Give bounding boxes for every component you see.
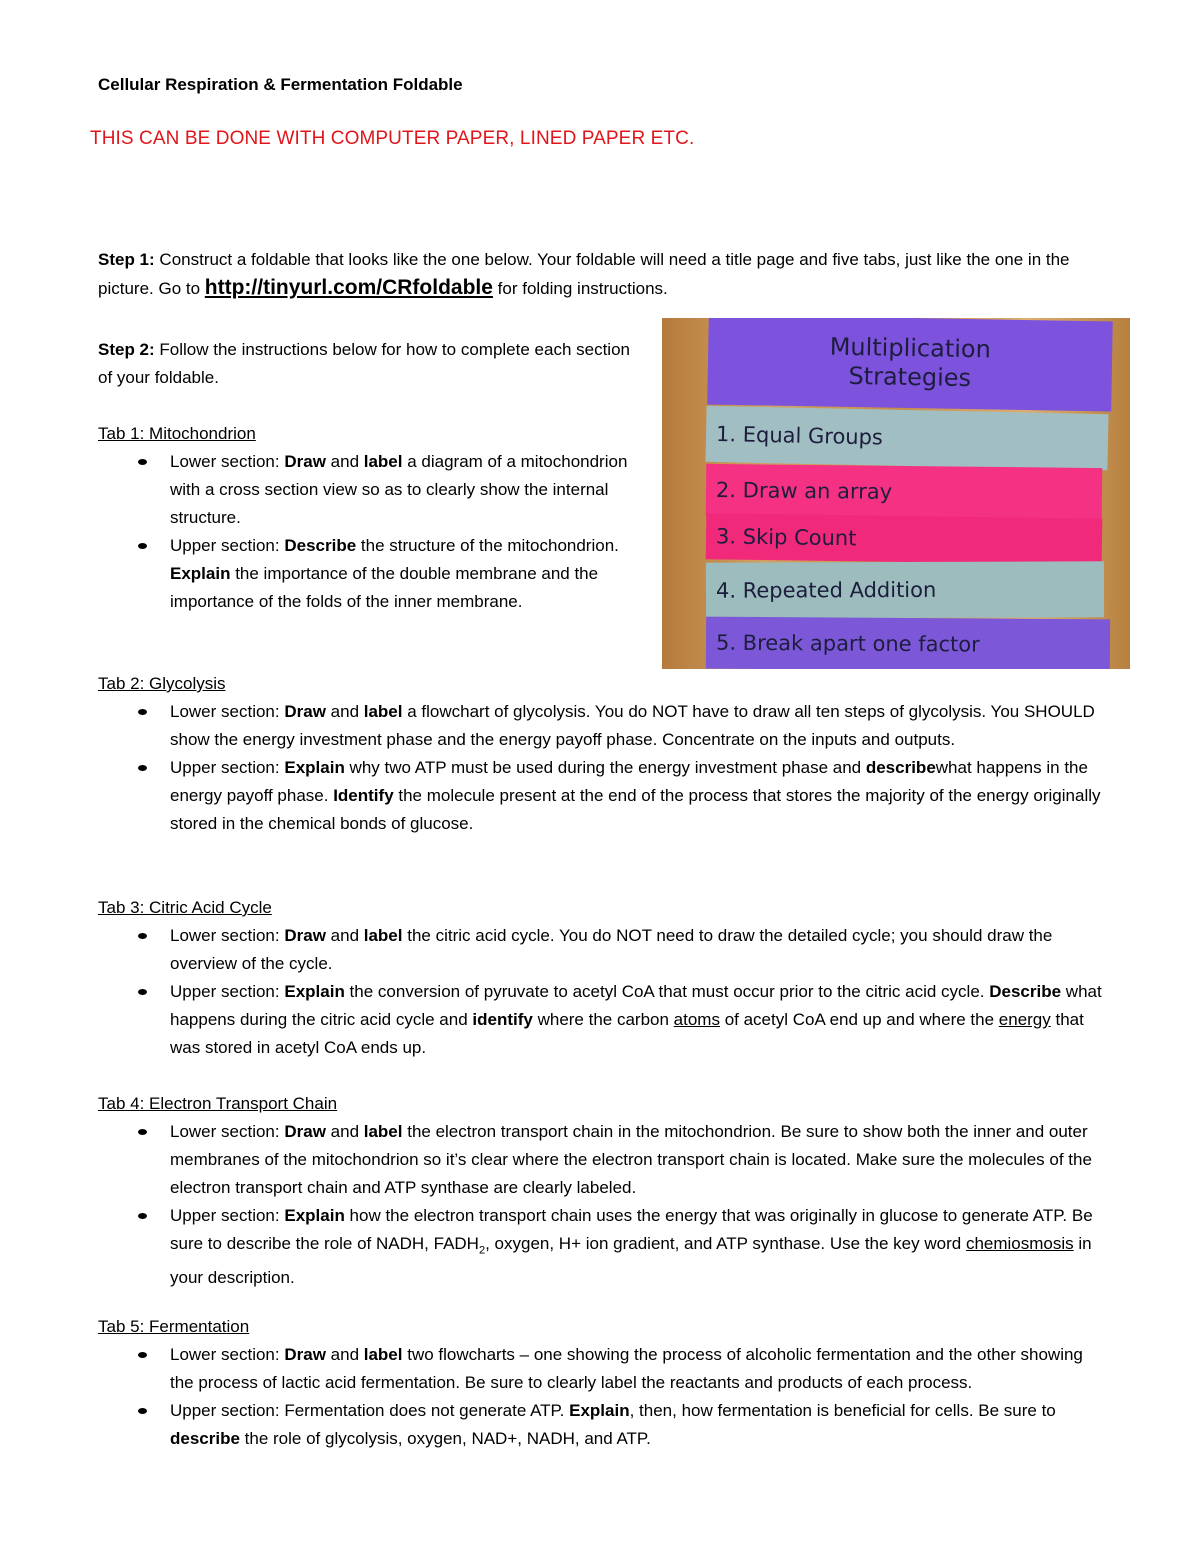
step-2-paragraph [98,336,638,392]
photo-strip: 3. Skip Count [706,513,1103,565]
photo-title-line-1: Multiplication [829,332,992,364]
document-title: Cellular Respiration & Fermentation Foldable [98,75,463,94]
list-item: Upper section: Explain the conversion of pyruvate to acetyl CoA that must occur prior to the citric acid cycle. Describe what happens during the citric acid cycle and identify where the carbon atoms of acetyl CoA end up and where the energy that was stored in acetyl CoA ends up. [98,978,1108,1062]
tab-4-section [98,1090,1108,1292]
list-item: Lower section: Draw and label the electron transport chain in the mitochondrion. Be sure to show both the inner and outer membranes of the mitochondrion so it’s clear where the electron transport chain is located. Make sure the molecules of the electron transport chain and ATP synthase are clearly labeled. [98,1118,1108,1202]
tab-5-heading: Tab 5: Fermentation [98,1317,250,1336]
list-item: Upper section: Explain why two ATP must be used during the energy investment phase and describewhat happens in the energy payoff phase. Identify the molecule present at the end of the process that stores the majority of the energy originally stored in the chemical bonds of glucose. [98,754,1108,838]
step-2-text: Follow the instructions below for how to complete each section of your foldable. [98,340,630,387]
list-item: Lower section: Draw and label the citric acid cycle. You do NOT need to draw the detailed cycle; you should draw the overview of the cycle. [98,922,1108,978]
list-item: Upper section: Fermentation does not generate ATP. Explain, then, how fermentation is beneficial for cells. Be sure to describe the role of glycolysis, oxygen, NAD+, NADH, and ATP. [98,1397,1108,1453]
step-1-text: Construct a foldable that looks like the one below. Your foldable will need a title page and five tabs, just like the one in the picture. Go to [98,250,1070,298]
list-item: Upper section: Describe the structure of the mitochondrion. Explain the importance of the double membrane and the importance of the folds of the inner membrane. [98,532,658,616]
bullet-icon [138,933,147,939]
bullet-icon [138,1213,147,1219]
bullet-icon [138,1408,147,1414]
step-2-label: Step 2: [98,340,155,359]
photo-strip: 1. Equal Groups [705,406,1108,470]
bullet-icon [138,1352,147,1358]
step-1-label: Step 1: [98,250,155,269]
tab-1-section [98,420,658,616]
step-1-text-end: for folding instructions. [492,279,668,298]
bullet-icon [138,765,147,771]
tab-2-section [98,670,1108,838]
tab-4-heading: Tab 4: Electron Transport Chain [98,1094,338,1113]
tab-1-heading: Tab 1: Mitochondrion [98,424,256,443]
example-foldable-photo [662,318,1130,669]
paper-note: THIS CAN BE DONE WITH COMPUTER PAPER, LINED PAPER ETC. [90,128,695,149]
list-item: Lower section: Draw and label two flowcharts – one showing the process of alcoholic fermentation and the other showing the process of lactic acid fermentation. Be sure to clearly label the reactants and products of each process. [98,1341,1108,1397]
list-item: Lower section: Draw and label a diagram of a mitochondrion with a cross section view so as to clearly show the internal structure. [98,448,658,532]
step-1-paragraph [98,246,1108,303]
bullet-icon [138,459,147,465]
tab-5-section [98,1313,1108,1453]
tab-3-section [98,894,1108,1062]
tab-3-heading: Tab 3: Citric Acid Cycle [98,898,272,917]
list-item: Lower section: Draw and label a flowchart of glycolysis. You do NOT have to draw all ten steps of glycolysis. You SHOULD show the energy investment phase and the energy payoff phase. Concentrate on the inputs and outputs. [98,698,1108,754]
photo-strip: 4. Repeated Addition [706,561,1104,618]
bullet-icon [138,543,147,549]
bullet-icon [138,709,147,715]
folding-instructions-link[interactable]: http://tinyurl.com/CRfoldable [204,276,493,299]
photo-strip: 2. Draw an array [706,464,1103,520]
photo-strip: 5. Break apart one factor [706,617,1110,669]
bullet-icon [138,1129,147,1135]
tab-2-heading: Tab 2: Glycolysis [98,674,226,693]
photo-title-strip [707,318,1113,412]
photo-title-line-2: Strategies [848,361,972,393]
bullet-icon [138,989,147,995]
list-item: Upper section: Explain how the electron transport chain uses the energy that was originally in glucose to generate ATP. Be sure to describe the role of NADH, $FADH_2$, oxygen, H+ ion gradient, and ATP synthase. Use the key word chemiosmosis in your description. [98,1202,1108,1292]
